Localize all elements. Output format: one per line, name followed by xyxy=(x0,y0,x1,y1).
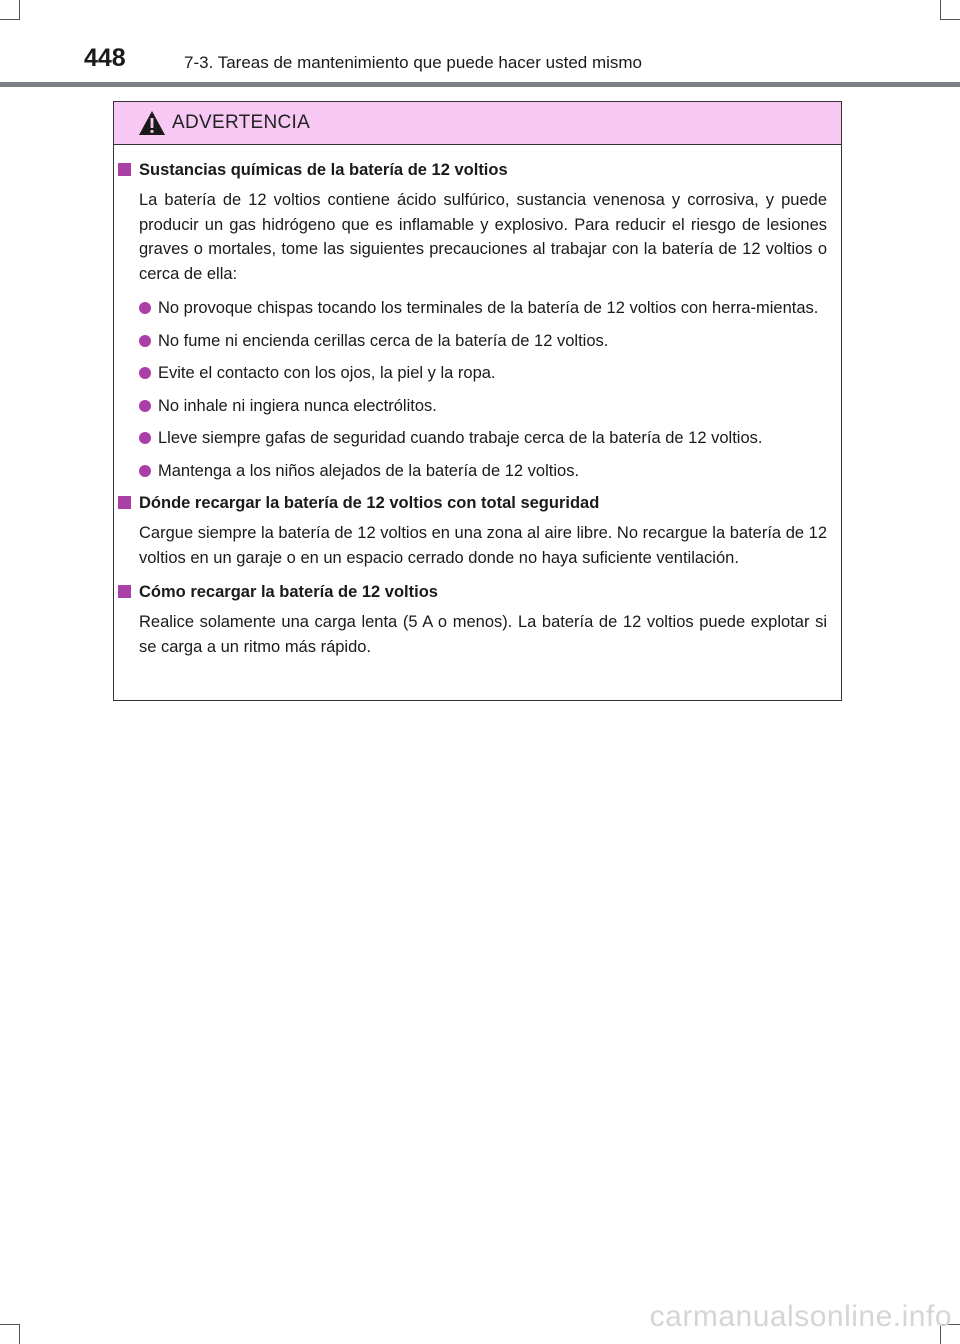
circle-bullet-icon xyxy=(139,400,151,412)
square-bullet-icon xyxy=(118,163,131,176)
list-item-text: Evite el contacto con los ojos, la piel y la ropa. xyxy=(158,364,496,382)
list-item xyxy=(158,329,835,354)
list-item xyxy=(158,394,835,419)
square-bullet-icon xyxy=(118,496,131,509)
section-paragraph: Cargue siempre la batería de 12 voltios en una zona al aire libre. No recargue la batería de 12 voltios en un garaje o en un espacio cerrado donde no haya suficiente ventilación. xyxy=(139,524,827,567)
warning-header xyxy=(114,102,841,145)
crop-mark xyxy=(0,1324,20,1325)
square-bullet-icon xyxy=(118,585,131,598)
crop-mark xyxy=(19,1324,20,1344)
warning-content xyxy=(114,158,841,669)
list-item-text: Lleve siempre gafas de seguridad cuando trabaje cerca de la batería de 12 voltios. xyxy=(158,429,763,447)
watermark: carmanualsonline.info xyxy=(649,1300,952,1333)
page-header xyxy=(0,0,960,90)
section-title: 7-3. Tareas de mantenimiento que puede hacer usted mismo xyxy=(184,53,643,72)
list-item xyxy=(158,426,835,451)
warning-box xyxy=(113,101,842,701)
warning-label: ADVERTENCIA xyxy=(172,112,311,133)
circle-bullet-icon xyxy=(139,465,151,477)
header-rule xyxy=(0,82,960,87)
list-item-text: No inhale ni ingiera nunca electrólitos. xyxy=(158,396,437,415)
list-item-text: No provoque chispas tocando los terminales de la batería de 12 voltios con herra-mientas. xyxy=(158,299,819,317)
page-number: 448 xyxy=(84,44,126,72)
warning-triangle-icon xyxy=(138,110,166,136)
section-paragraph: Realice solamente una carga lenta (5 A o menos). La batería de 12 voltios puede explotar si se carga a un ritmo más rápido. xyxy=(139,613,827,656)
list-item xyxy=(158,361,835,386)
circle-bullet-icon xyxy=(139,367,151,379)
section-heading xyxy=(114,158,841,182)
list-item xyxy=(158,296,835,321)
section-heading-text: Sustancias químicas de la batería de 12 voltios xyxy=(139,161,508,179)
circle-bullet-icon xyxy=(139,432,151,444)
circle-bullet-icon xyxy=(139,302,151,314)
list-item-text: No fume ni encienda cerillas cerca de la batería de 12 voltios. xyxy=(158,331,609,350)
section-heading xyxy=(114,580,841,604)
section-heading xyxy=(114,491,841,515)
section-heading-text: Dónde recargar la batería de 12 voltios con total seguridad xyxy=(139,494,600,512)
list-item-text: Mantenga a los niños alejados de la batería de 12 voltios. xyxy=(158,461,580,480)
section-paragraph: La batería de 12 voltios contiene ácido sulfúrico, sustancia venenosa y corrosiva, y puede producir un gas hidrógeno que es inflamable y explosivo. Para reducir el riesgo de lesiones graves o mortales, tome las siguientes precauciones al trabajar con la batería de 12 voltios o cerca de ella: xyxy=(139,191,827,283)
circle-bullet-icon xyxy=(139,335,151,347)
section-heading-text: Cómo recargar la batería de 12 voltios xyxy=(139,583,438,601)
list-item xyxy=(158,459,835,484)
